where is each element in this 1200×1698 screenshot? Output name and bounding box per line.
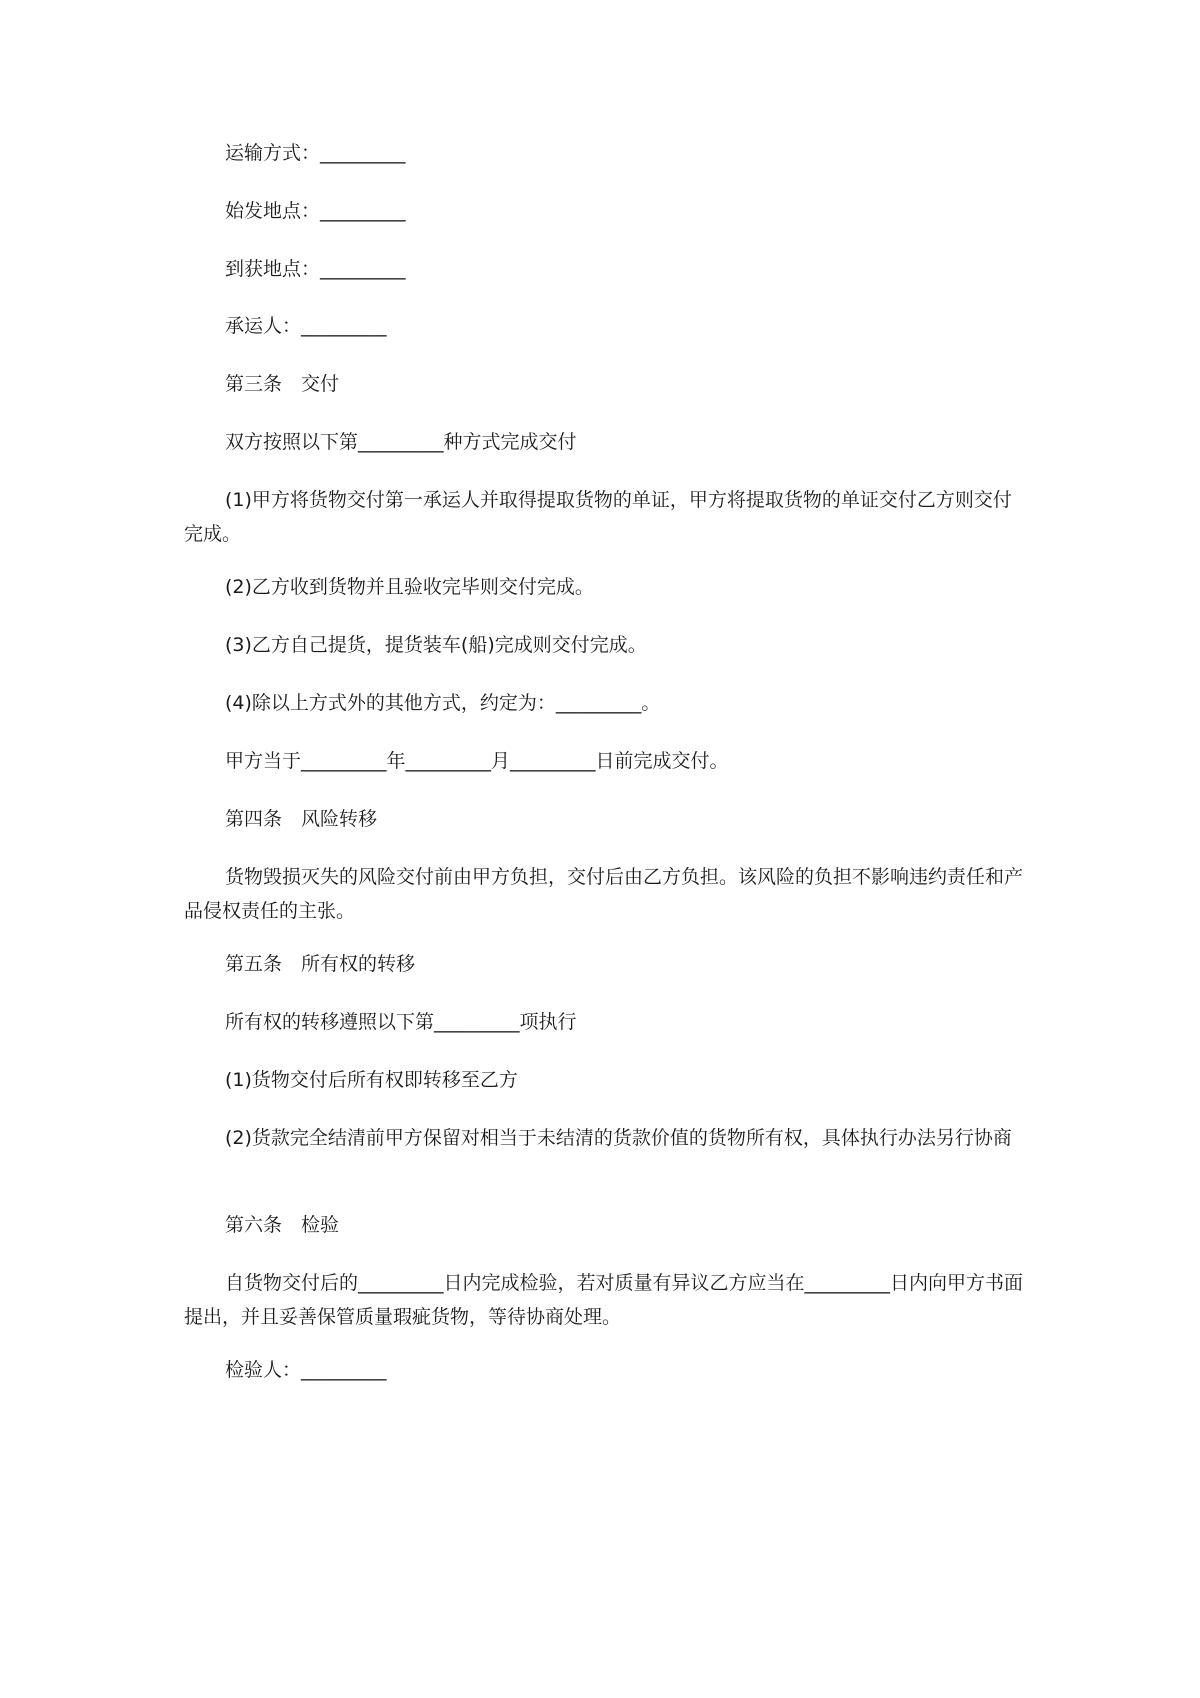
article-3-delivery-date: 甲方当于_________年_________月_________日前完成交付。 <box>225 750 729 772</box>
article-6-heading: 第六条 检验 <box>225 1214 340 1236</box>
article-3-intro: 双方按照以下第_________种方式完成交付 <box>225 431 577 453</box>
article-5-heading: 第五条 所有权的转移 <box>225 953 416 975</box>
article-6-body: 自货物交付后的_________日内完成检验，若对质量有异议乙方应当在_________日内向甲方书面提出，并且妥善保管质量瑕疵货物，等待协商处理。 <box>184 1272 1024 1328</box>
article-5-intro: 所有权的转移遵照以下第_________项执行 <box>225 1011 577 1033</box>
article-3-item-4: (4)除以上方式外的其他方式，约定为：_________。 <box>225 692 661 714</box>
transport-method-line: 运输方式：_________ <box>225 142 406 164</box>
article-3-item-1: (1)甲方将货物交付第一承运人并取得提取货物的单证，甲方将提取货物的单证交付乙方则交付完成。 <box>184 489 1012 545</box>
article-4-body: 货物毁损灭失的风险交付前由甲方负担，交付后由乙方负担。该风险的负担不影响违约责任和产品侵权责任的主张。 <box>184 866 1024 922</box>
article-3-heading: 第三条 交付 <box>225 373 340 395</box>
article-4-heading: 第四条 风险转移 <box>225 808 378 830</box>
article-5-item-1: (1)货物交付后所有权即转移至乙方 <box>225 1069 518 1091</box>
carrier-line: 承运人：_________ <box>225 315 387 337</box>
inspector-line: 检验人：_________ <box>225 1359 387 1381</box>
article-3-item-2: (2)乙方收到货物并且验收完毕则交付完成。 <box>225 576 594 598</box>
article-3-item-3: (3)乙方自己提货，提货装车(船)完成则交付完成。 <box>225 634 647 656</box>
destination-line: 到获地点：_________ <box>225 258 406 280</box>
article-5-item-2: (2)货款完全结清前甲方保留对相当于未结清的货款价值的货物所有权，具体执行办法另行协商 <box>225 1127 1012 1149</box>
origin-line: 始发地点：_________ <box>225 200 406 222</box>
